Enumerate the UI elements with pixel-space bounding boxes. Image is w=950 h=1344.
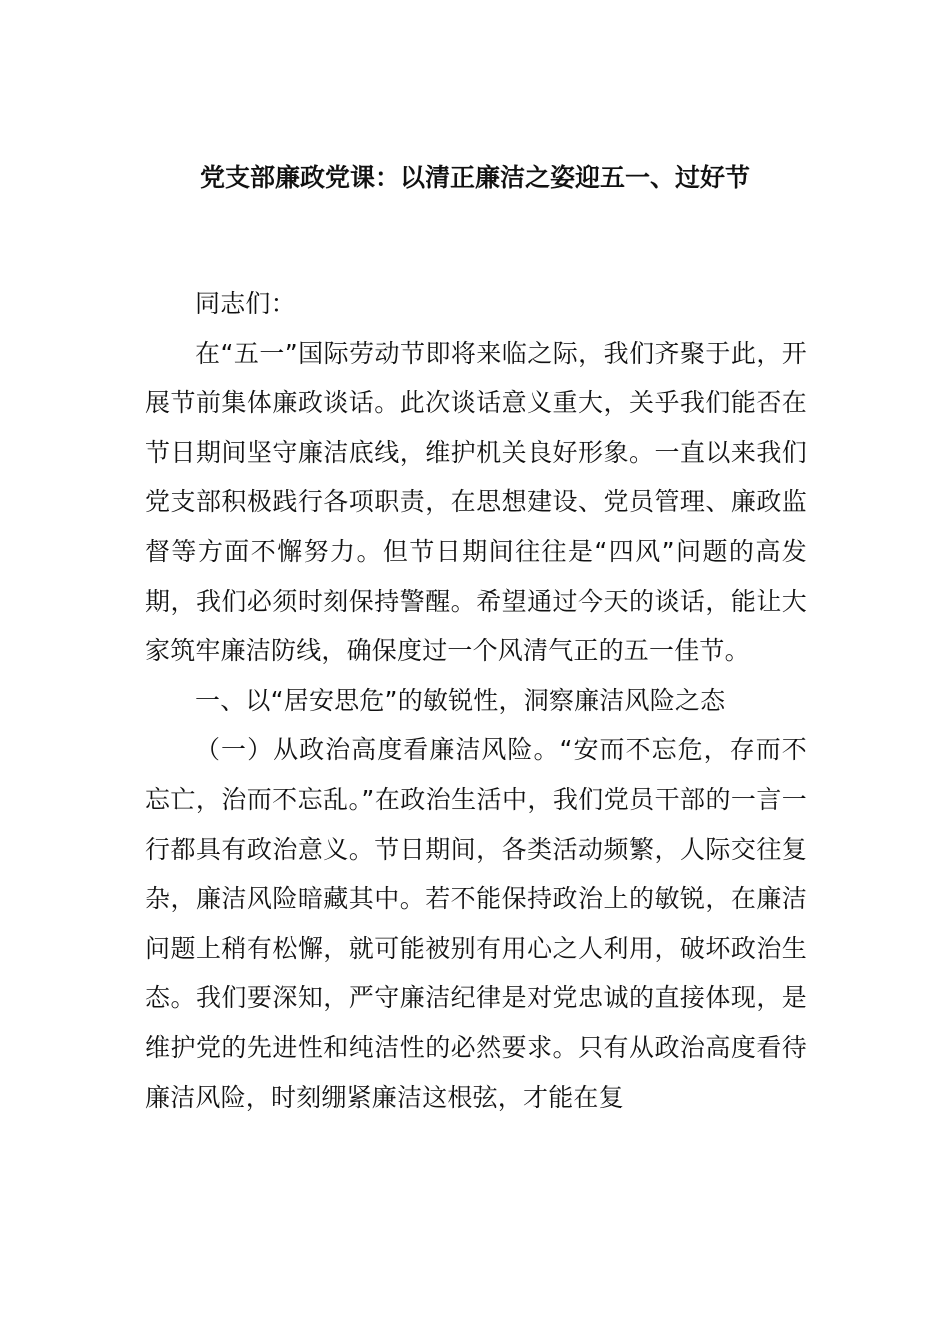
paragraph-subsection-1: （一）从政治高度看廉洁风险。“安而不忘危，存而不忘亡，治而不忘乱。”在政治生活中，我们党员干部的一言一行都具有政治意义。节日期间，各类活动频繁，人际交往复杂，廉洁风险暗藏其中。若不能保持政治上的敏锐，在廉洁问题上稍有松懈，就可能被别有用心之人利用，破坏政治生态。我们要深知，严守廉洁纪律是对党忠诚的直接体现，是维护党的先进性和纯洁性的必然要求。只有从政治高度看待廉洁风险，时刻绷紧廉洁这根弦，才能在复 [145, 735, 807, 1112]
greeting: 同志们： [195, 289, 296, 318]
section-heading: 一、以“居安思危”的敏锐性，洞察廉洁风险之态 [195, 685, 726, 715]
document-title: 党支部廉政党课：以清正廉洁之姿迎五一、过好节 [199, 163, 750, 192]
paragraph-intro: 在“五一”国际劳动节即将来临之际，我们齐聚于此，开展节前集体廉政谈话。此次谈话意义重大，关乎我们能否在节日期间坚守廉洁底线，维护机关良好形象。一直以来我们党支部积极践行各项职责，在思想建设、党员管理、廉政监督等方面不懈努力。但节日期间往往是“四风”问题的高发期，我们必须时刻保持警醒。希望通过今天的谈话，能让大家筑牢廉洁防线，确保度过一个风清气正的五一佳节。 [145, 338, 807, 666]
document-body [145, 279, 807, 1122]
